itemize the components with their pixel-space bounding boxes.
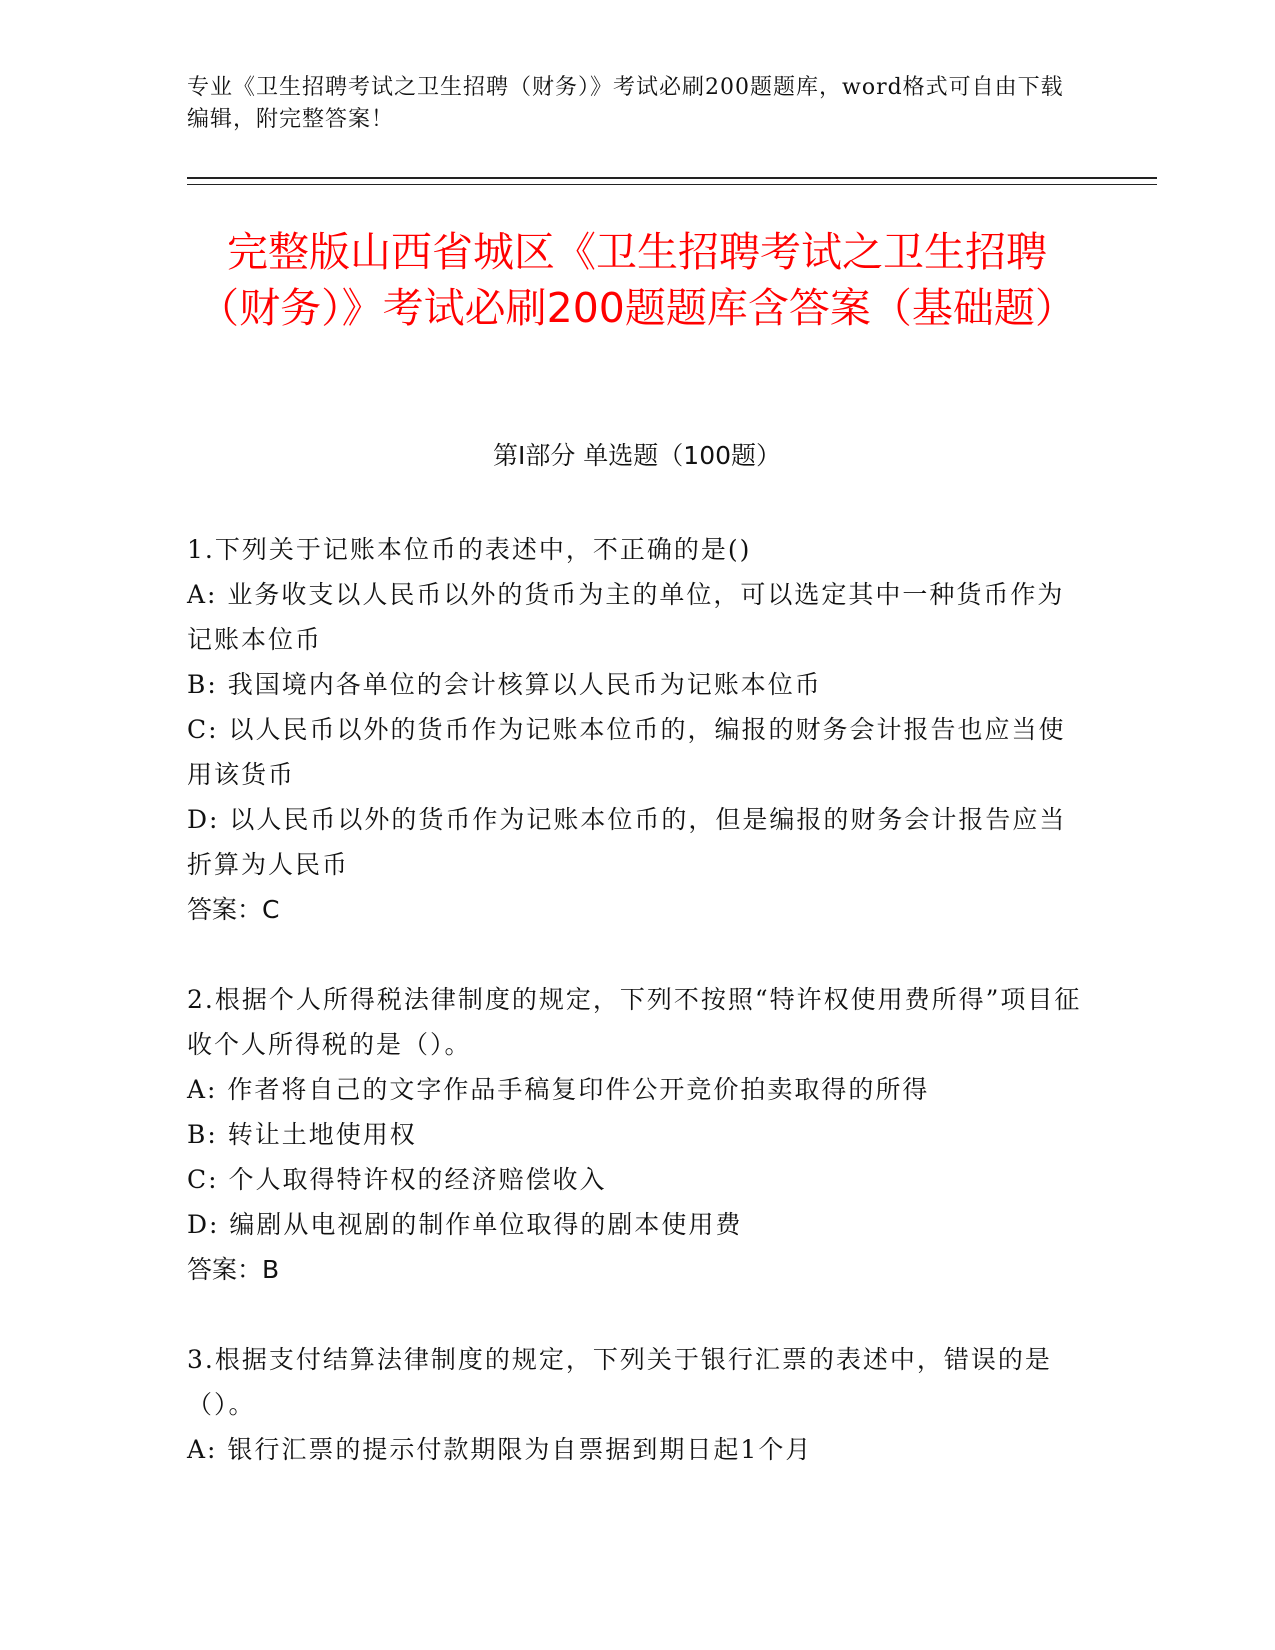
section-heading: 第Ⅰ部分 单选题（100题） (492, 441, 782, 470)
question-2 (187, 977, 1087, 1292)
option-c: C: 以人民币以外的货币作为记账本位币的，编报的财务会计报告也应当使用该货币 (187, 715, 1066, 789)
option-b: B: 我国境内各单位的会计核算以人民币为记账本位币 (187, 670, 822, 699)
question-stem: 2.根据个人所得税法律制度的规定，下列不按照“特许权使用费所得”项目征收个人所得税的是（）。 (187, 985, 1082, 1059)
header-divider-thin (187, 184, 1157, 185)
option-a: A: 作者将自己的文字作品手稿复印件公开竞价拍卖取得的所得 (187, 1075, 930, 1104)
option-b: B: 转让土地使用权 (187, 1120, 417, 1149)
option-d: D: 编剧从电视剧的制作单位取得的剧本使用费 (187, 1210, 743, 1239)
question-stem: 1.下列关于记账本位币的表述中，不正确的是() (187, 535, 752, 564)
option-d: D: 以人民币以外的货币作为记账本位币的，但是编报的财务会计报告应当折算为人民币 (187, 805, 1067, 879)
question-1 (187, 527, 1087, 932)
option-c: C: 个人取得特许权的经济赔偿收入 (187, 1165, 607, 1194)
answer: 答案：C (187, 895, 280, 924)
document-title: 完整版山西省城区《卫生招聘考试之卫生招聘（财务）》考试必刷200题题库含答案（基础题） (198, 228, 1076, 332)
question-stem: 3.根据支付结算法律制度的规定，下列关于银行汇票的表述中，错误的是（）。 (187, 1345, 1052, 1419)
answer: 答案：B (187, 1255, 280, 1284)
header-note: 专业《卫生招聘考试之卫生招聘（财务）》考试必刷200题题库，word格式可自由下载编辑，附完整答案！ (187, 75, 1064, 132)
option-a: A: 银行汇票的提示付款期限为自票据到期日起1个月 (187, 1435, 813, 1464)
question-list (187, 527, 1087, 1517)
question-3 (187, 1337, 1087, 1472)
option-a: A: 业务收支以人民币以外的货币为主的单位，可以选定其中一种货币作为记账本位币 (187, 580, 1065, 654)
header-divider-thick (187, 177, 1157, 179)
